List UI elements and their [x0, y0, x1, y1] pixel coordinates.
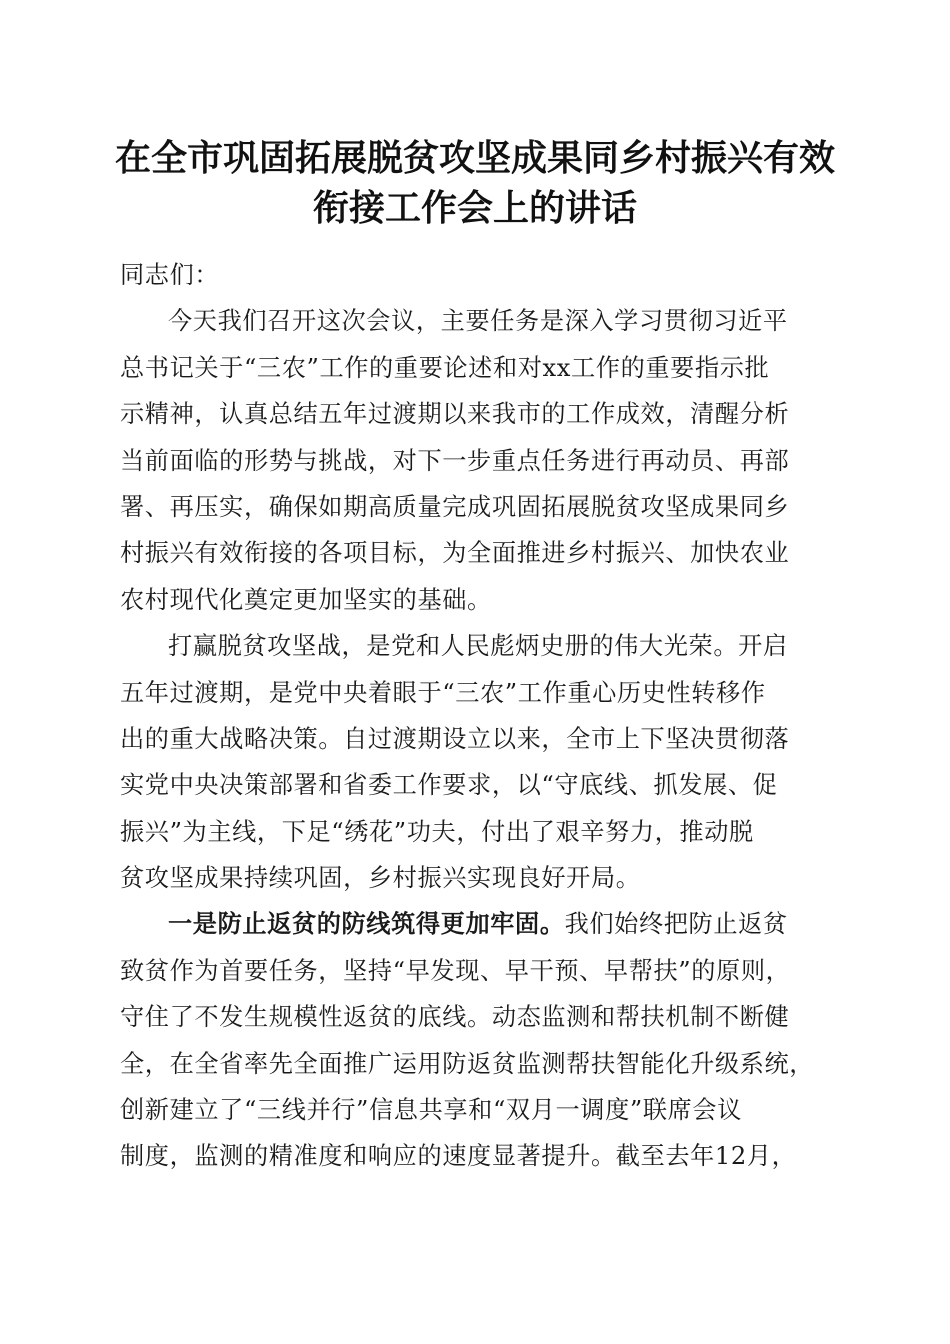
- paragraph-line: 当前面临的形势与挑战，对下一步重点任务进行再动员、再部: [120, 446, 790, 475]
- paragraph-line: 创新建立了“三线并行”信息共享和“双月一调度”联席会议: [120, 1096, 742, 1125]
- paragraph-line: 打赢脱贫攻坚战，是党和人民彪炳史册的伟大光荣。开启: [168, 632, 788, 661]
- paragraph-line: 致贫作为首要任务，坚持“早发现、早干预、早帮扶”的原则，: [120, 956, 791, 985]
- document-title: [100, 134, 850, 234]
- paragraph-line: 振兴”为主线，下足“绣花”功夫，付出了艰辛努力，推动脱: [120, 817, 754, 846]
- paragraph-line: 署、再压实，确保如期高质量完成巩固拓展脱贫攻坚成果同乡: [120, 492, 790, 521]
- salutation: 同志们：: [120, 261, 220, 289]
- paragraph-line: 村振兴有效衔接的各项目标，为全面推进乡村振兴、加快农业: [120, 539, 790, 568]
- paragraph-line: 农村现代化奠定更加坚实的基础。: [120, 585, 492, 614]
- paragraph-line: 实党中央决策部署和省委工作要求，以“守底线、抓发展、促: [120, 771, 778, 800]
- paragraph-line: 贫攻坚成果持续巩固，乡村振兴实现良好开局。: [120, 864, 641, 893]
- paragraph-line: 制度，监测的精准度和响应的速度显著提升。截至去年12月，: [120, 1142, 797, 1171]
- paragraph-line: 示精神，认真总结五年过渡期以来我市的工作成效，清醒分析: [120, 400, 790, 429]
- title-line-1: 在全市巩固拓展脱贫攻坚成果同乡村振兴有效: [114, 138, 835, 179]
- paragraph-1: [120, 298, 832, 623]
- paragraph-3: [120, 901, 832, 1179]
- paragraph-2: [120, 623, 832, 901]
- paragraph-line: 五年过渡期，是党中央着眼于“三农”工作重心历史性转移作: [120, 678, 766, 707]
- paragraph-lead-heading: 一是防止返贫的防线筑得更加牢固。: [168, 909, 565, 939]
- paragraph-line: 出的重大战略决策。自过渡期设立以来，全市上下坚决贯彻落: [120, 724, 790, 753]
- paragraph-line: 总书记关于“三农”工作的重要论述和对xx工作的重要指示批: [120, 353, 770, 382]
- document-body: [120, 252, 832, 1180]
- paragraph-line: 守住了不发生规模性返贫的底线。动态监测和帮扶机制不断健: [120, 1003, 790, 1032]
- title-line-2: 衔接工作会上的讲话: [312, 188, 637, 229]
- paragraph-line-rest: 我们始终把防止返贫: [564, 910, 788, 939]
- paragraph-first-line: [120, 901, 832, 947]
- paragraph-line: 今天我们召开这次会议，主要任务是深入学习贯彻习近平: [168, 307, 788, 336]
- paragraph-line: 全，在全省率先全面推广运用防返贫监测帮扶智能化升级系统，: [120, 1049, 815, 1078]
